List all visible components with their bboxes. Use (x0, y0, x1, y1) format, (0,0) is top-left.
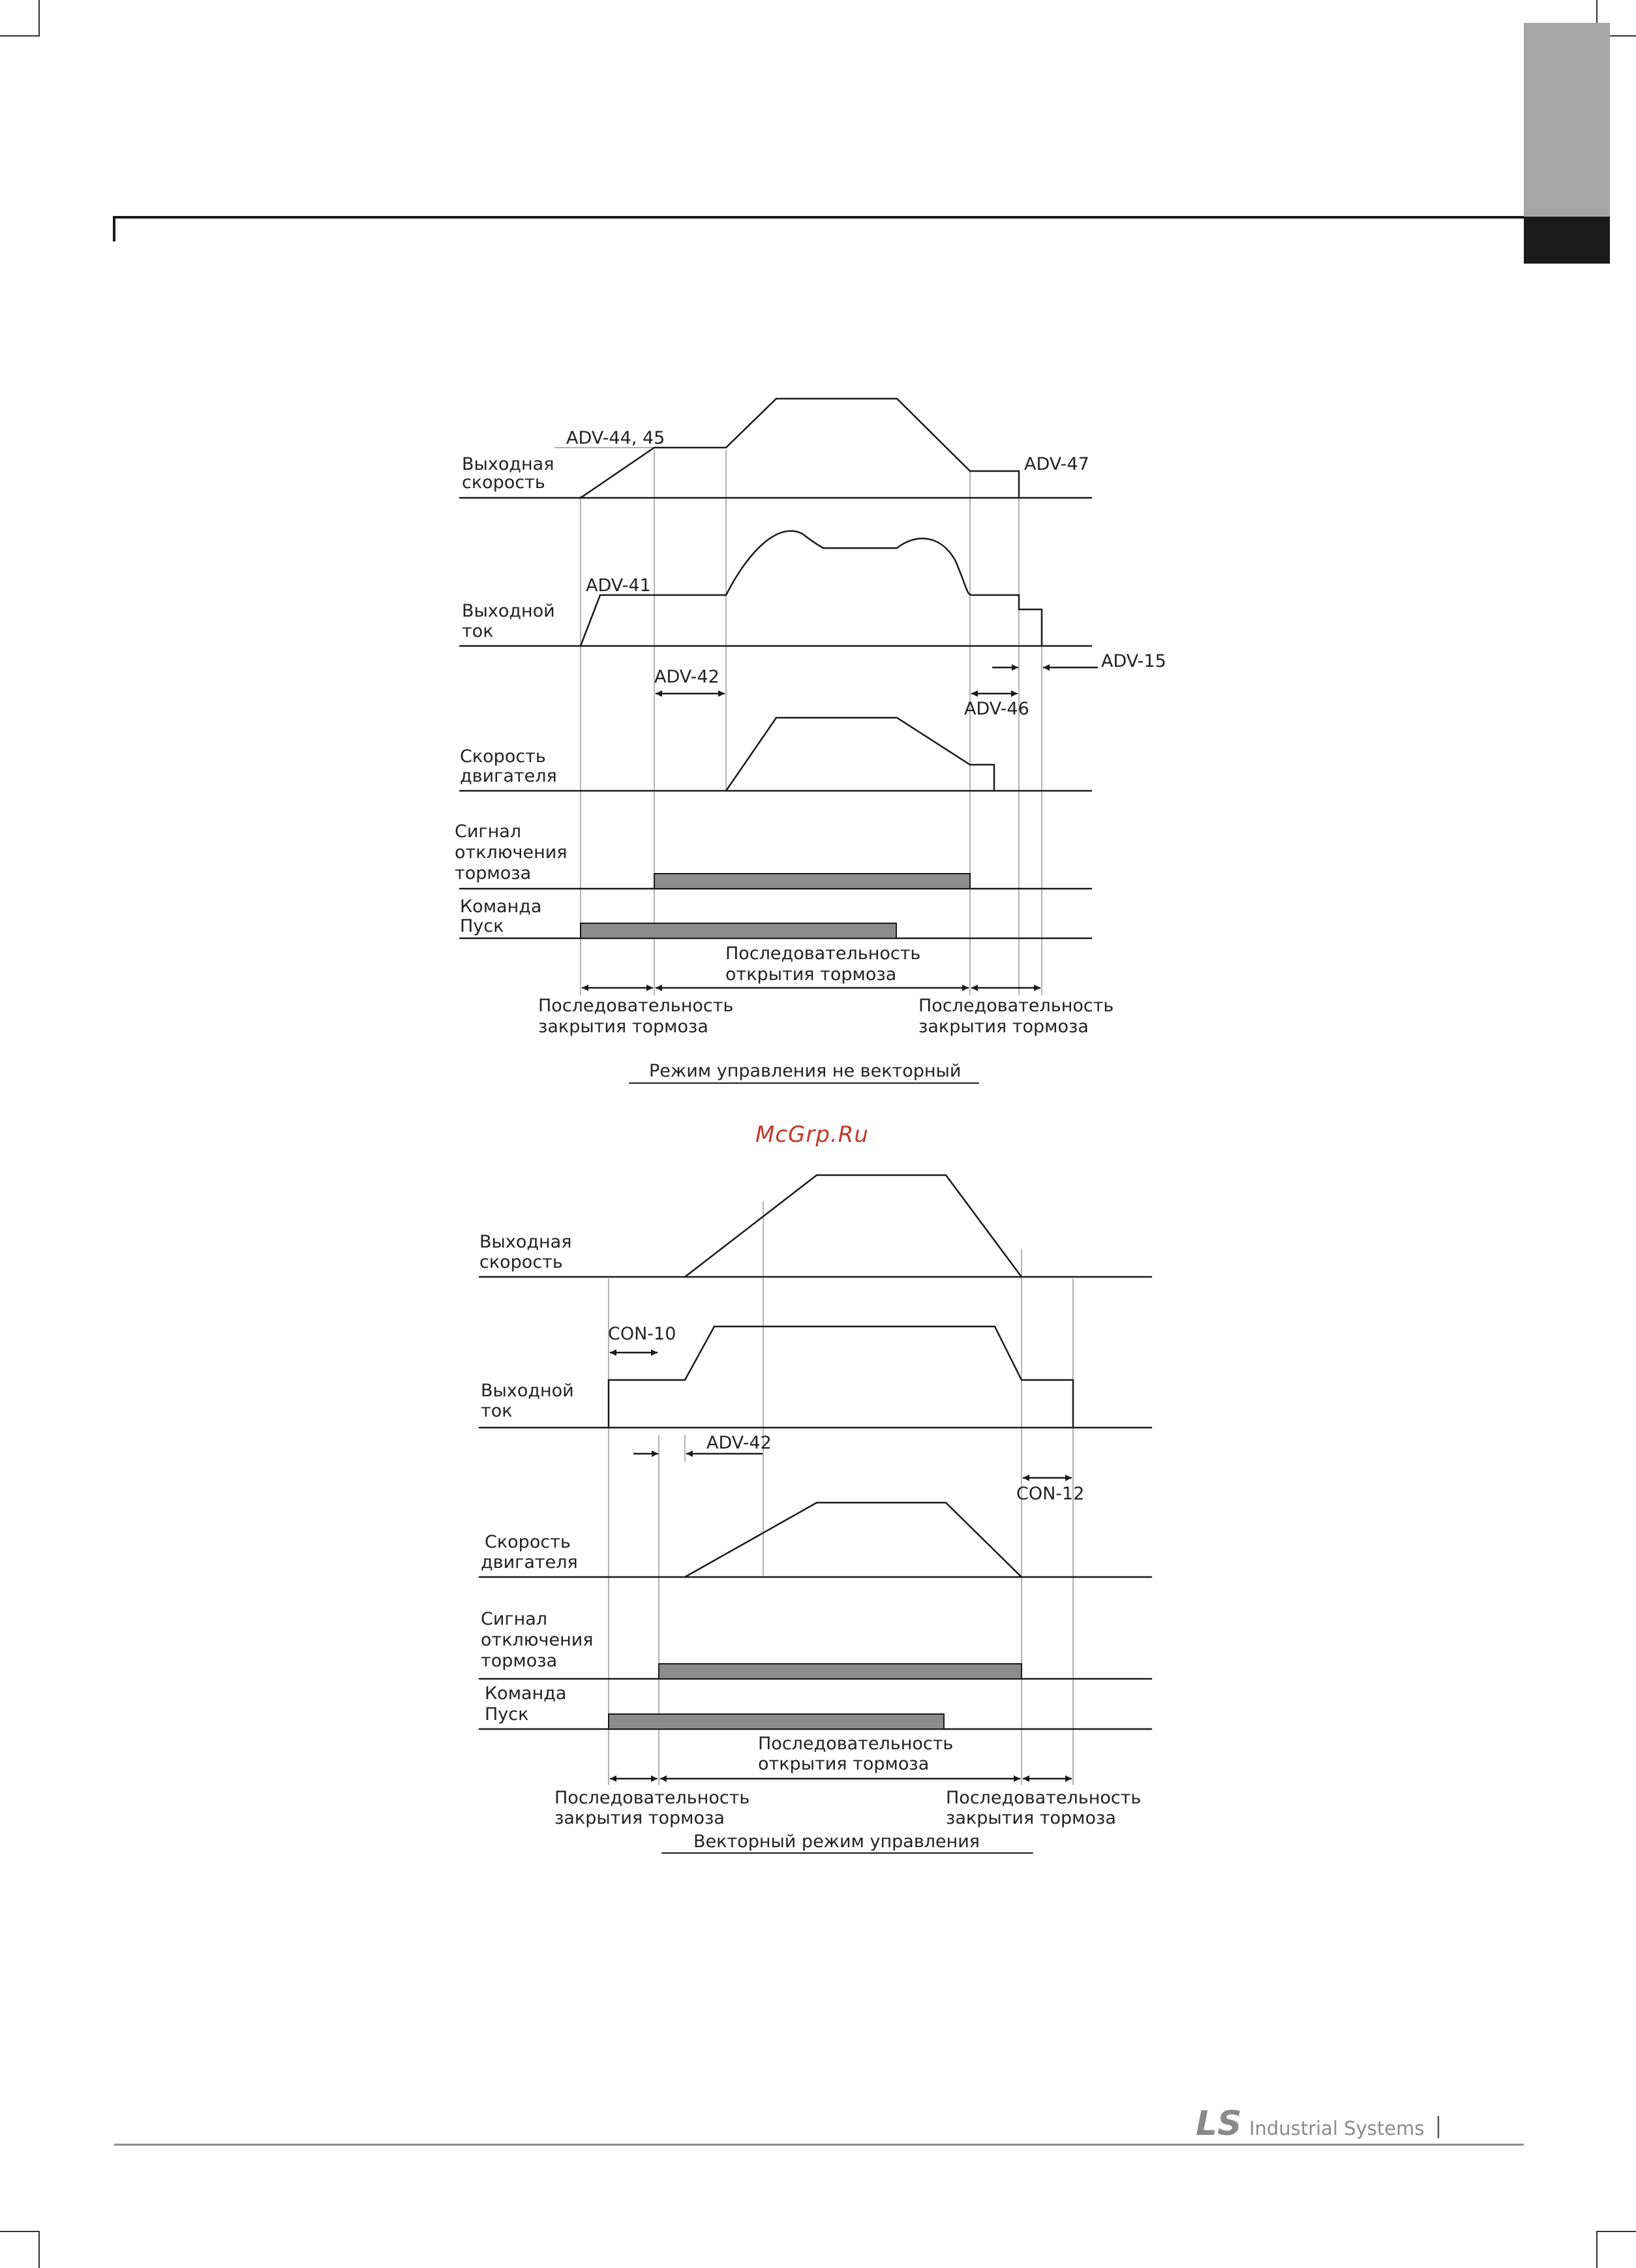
brake-release-bar (654, 874, 970, 889)
brand-name: Industrial Systems (1249, 2117, 1425, 2139)
param-adv47: ADV-47 (1024, 454, 1089, 474)
seq-close-right-label: Последовательность закрытия тормоза (918, 996, 1114, 1037)
page-header (114, 23, 1610, 264)
row-label-run-command: Команда Пуск (485, 1683, 567, 1724)
param-adv42: ADV-42 (706, 1433, 772, 1453)
side-tab-gray (1524, 23, 1610, 217)
param-con10: CON-10 (608, 1324, 676, 1344)
row-label-brake-release: Сигнал отключения тормоза (455, 821, 568, 883)
timing-diagram-non-vector (455, 399, 1166, 1083)
diagram-caption: Векторный режим управления (693, 1831, 980, 1852)
row-label-output-speed: Выходная скорость (462, 454, 554, 493)
diagram-caption: Режим управления не векторный (649, 1061, 962, 1081)
row-label-motor-speed: Скорость двигателя (460, 746, 557, 786)
watermark: McGrp.Ru (755, 1122, 869, 1148)
seq-open-label: Последовательность открытия тормоза (725, 943, 921, 985)
guide-lines (609, 1202, 1073, 1785)
row-label-brake-release: Сигнал отключения тормоза (481, 1609, 594, 1671)
page-footer (114, 2104, 1524, 2145)
seq-open-label: Последовательность открытия тормоза (758, 1734, 954, 1774)
param-adv41: ADV-41 (586, 575, 651, 596)
guide-lines (554, 448, 1042, 995)
side-tab-black (1524, 217, 1610, 264)
run-command-bar (581, 923, 896, 938)
param-adv46: ADV-46 (964, 699, 1029, 719)
param-adv42: ADV-42 (654, 667, 720, 687)
row-label-output-speed: Выходная скорость (479, 1232, 572, 1272)
seq-close-left-label: Последовательность закрытия тормоза (554, 1788, 750, 1828)
run-command-bar (609, 1714, 944, 1729)
brand-logo: LS (1196, 2104, 1242, 2143)
motor-speed-trace (685, 1503, 1022, 1577)
timing-diagram-vector (479, 1175, 1151, 1853)
output-current-trace (609, 1326, 1073, 1428)
seq-close-right-label: Последовательность закрытия тормоза (946, 1788, 1142, 1828)
output-speed-trace (685, 1175, 1022, 1277)
row-label-run-command: Команда Пуск (460, 896, 542, 936)
motor-speed-trace (726, 718, 994, 791)
output-speed-trace (581, 399, 1019, 498)
param-con12: CON-12 (1016, 1484, 1085, 1504)
param-adv44-45: ADV-44, 45 (566, 428, 665, 448)
seq-close-left-label: Последовательность закрытия тормоза (538, 996, 734, 1037)
param-adv15: ADV-15 (1101, 651, 1166, 671)
row-label-output-current: Выходной ток (481, 1381, 574, 1421)
row-label-motor-speed: Скорость двигателя (481, 1532, 578, 1572)
row-label-output-current: Выходной ток (462, 601, 555, 641)
brake-release-bar (659, 1664, 1022, 1679)
